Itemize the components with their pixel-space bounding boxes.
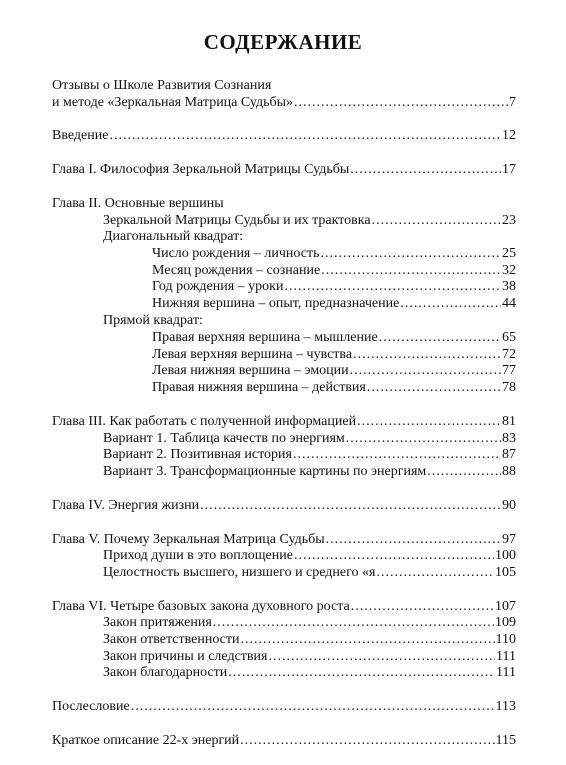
toc-entry-lower-right [152, 379, 516, 396]
toc-entry-diagonal-square [103, 228, 243, 245]
toc-entry-reviews [52, 77, 271, 94]
toc-page-number: 7 [509, 95, 516, 110]
toc-entry-chapter-2 [52, 195, 224, 212]
toc-entry-label: Закон благодарности [103, 665, 228, 680]
toc-entry-label: Послесловие [52, 699, 130, 714]
toc-page-number: 81 [502, 414, 516, 429]
toc-page-number: 38 [502, 279, 516, 294]
toc-page-number: 32 [502, 263, 516, 278]
toc-entry-label: Закон причины и следствия [103, 649, 268, 664]
toc-entry-label: Диагональный квадрат: [103, 229, 244, 244]
toc-entry-label: Зеркальной Матрицы Судьбы и их трактовка [103, 213, 371, 228]
toc-page-number: 83 [502, 431, 516, 446]
toc-entry-label: Закон ответственности [103, 632, 240, 647]
toc-entry-chapter-6 [52, 598, 516, 615]
toc-entry-label: Нижняя вершина – опыт, предназначение [152, 296, 400, 311]
toc-entry-chapter-5 [52, 531, 516, 548]
toc-entry-reviews-method [52, 94, 516, 111]
toc-entry-label: Введение [52, 128, 109, 143]
toc-entry-chapter-4 [52, 497, 516, 514]
toc-entry-afterword [52, 698, 516, 715]
toc-page-number: 12 [502, 128, 516, 143]
toc-page-number: 110 [495, 632, 516, 647]
toc-entry-label: и методе «Зеркальная Матрица Судьбы» [52, 95, 294, 110]
dot-leader [109, 127, 501, 144]
toc-entry-label: Вариант 1. Таблица качеств по энергиям [103, 431, 345, 446]
toc-entry-label: Закон притяжения [103, 615, 212, 630]
toc-page-number: 111 [496, 649, 516, 664]
toc-entry-label: Прямой квадрат: [103, 313, 203, 328]
toc-page-number: 97 [502, 532, 516, 547]
toc-entry-label: Глава V. Почему Зеркальная Матрица Судьбы [52, 532, 325, 547]
dot-leader [268, 648, 495, 665]
dot-leader [131, 698, 495, 715]
toc-entry-label: Год рождения – уроки [152, 279, 284, 294]
dot-leader [241, 631, 495, 648]
toc-entry-label: Глава I. Философия Зеркальной Матрицы Судьбы [52, 162, 350, 177]
dot-leader [351, 598, 494, 615]
dot-leader [357, 413, 501, 430]
dot-leader [294, 547, 494, 564]
toc-page-number: 72 [502, 347, 516, 362]
toc-entry-variant-1 [103, 430, 516, 447]
toc-page-number: 65 [502, 330, 516, 345]
toc-page-number: 44 [502, 296, 516, 311]
toc-entry-label: Правая нижняя вершина – действия [152, 380, 366, 395]
dot-leader [427, 463, 501, 480]
toc-entry-label: Глава III. Как работать с полученной информацией [52, 414, 357, 429]
toc-page-number: 77 [502, 363, 516, 378]
dot-leader [294, 94, 508, 111]
toc-entry-soul-arrival [103, 547, 516, 564]
dot-leader [367, 379, 501, 396]
toc-entry-label: Глава IV. Энергия жизни [52, 498, 200, 513]
toc-entry-label: Левая нижняя вершина – эмоции [152, 363, 349, 378]
toc-page-number: 87 [502, 447, 516, 462]
toc-page-number: 88 [502, 464, 516, 479]
dot-leader [372, 212, 501, 229]
dot-leader [353, 346, 501, 363]
toc-entry-label: Левая верхняя вершина – чувства [152, 347, 353, 362]
dot-leader [321, 262, 501, 279]
toc-entry-label: Глава VI. Четыре базовых закона духовного роста [52, 599, 350, 614]
dot-leader [326, 531, 501, 548]
toc-entry-upper-left [152, 346, 516, 363]
toc-entry-label: Краткое описание 22-х энергий [52, 733, 240, 748]
dot-leader [200, 497, 501, 514]
toc-entry-label: Число рождения – личность [152, 246, 320, 261]
dot-leader [350, 362, 501, 379]
toc-page-number: 78 [502, 380, 516, 395]
toc-entry-chapter-2-cont [103, 212, 516, 229]
toc-entry-energies-summary [52, 732, 516, 749]
dot-leader [376, 564, 494, 581]
dot-leader [240, 732, 494, 749]
toc-page-number: 113 [495, 699, 516, 714]
toc-entry-law-attraction [103, 614, 516, 631]
toc-entry-integrity [103, 564, 516, 581]
toc-page-number: 105 [495, 565, 516, 580]
toc-entry-law-cause-effect [103, 648, 516, 665]
toc-entry-label: Вариант 3. Трансформационные картины по энергиям [103, 464, 427, 479]
toc-page-number: 23 [502, 213, 516, 228]
toc-page-number: 25 [502, 246, 516, 261]
toc-entry-label: Приход души в это воплощение [103, 548, 293, 563]
dot-leader [379, 329, 501, 346]
toc-page-number: 107 [495, 599, 516, 614]
dot-leader [320, 245, 501, 262]
dot-leader [228, 664, 495, 681]
toc-entry-variant-2 [103, 446, 516, 463]
toc-entry-birth-year [152, 278, 516, 295]
page-title: СОДЕРЖАНИЕ [203, 30, 363, 54]
toc-entry-chapter-3 [52, 413, 516, 430]
dot-leader [346, 430, 501, 447]
toc-entry-upper-right [152, 329, 516, 346]
dot-leader [350, 161, 501, 178]
toc-entry-law-gratitude [103, 664, 516, 681]
toc-page-number: 100 [495, 548, 516, 563]
dot-leader [213, 614, 494, 631]
toc-page-number: 109 [495, 615, 516, 630]
toc-entry-lower-vertex [152, 295, 516, 312]
toc-entry-lower-left [152, 362, 516, 379]
toc-entry-label: Глава II. Основные вершины [52, 196, 224, 211]
toc-entry-birth-month [152, 262, 516, 279]
dot-leader [293, 446, 501, 463]
toc-page-number: 90 [502, 498, 516, 513]
toc-entry-label: Вариант 2. Позитивная история [103, 447, 292, 462]
toc-entry-label: Правая верхняя вершина – мышление [152, 330, 378, 345]
dot-leader [284, 278, 501, 295]
toc-entry-label: Целостность высшего, низшего и среднего «я [103, 565, 376, 580]
toc-entry-label: Месяц рождения – сознание [152, 263, 321, 278]
dot-leader [400, 295, 501, 312]
toc-entry-label: Отзывы о Школе Развития Сознания [52, 78, 272, 93]
toc-page-number: 17 [502, 162, 516, 177]
toc-entry-introduction [52, 127, 516, 144]
toc-page-number: 115 [495, 733, 516, 748]
toc-entry-birth-number [152, 245, 516, 262]
toc-entry-chapter-1 [52, 161, 516, 178]
toc-page-number: 111 [496, 665, 516, 680]
toc-entry-variant-3 [103, 463, 516, 480]
toc-entry-straight-square [103, 312, 203, 329]
toc-entry-law-responsibility [103, 631, 516, 648]
